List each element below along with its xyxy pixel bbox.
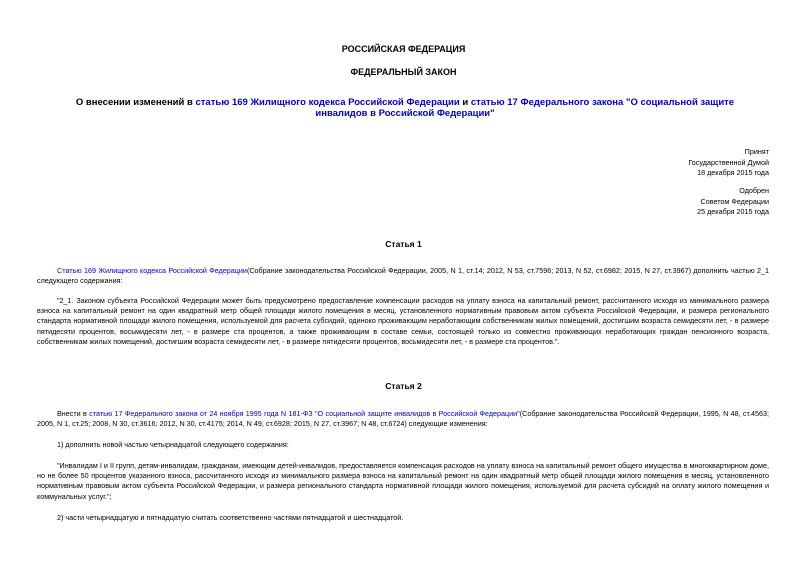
law-title bbox=[55, 97, 755, 119]
title-link-housing-code[interactable]: статью 169 Жилищного кодекса Российской Федерации bbox=[195, 97, 460, 108]
title-link-disabled-protection-law[interactable]: статью 17 Федерального закона "О социальной защите инвалидов в Российской Федерации" bbox=[315, 97, 735, 119]
title-middle: и bbox=[459, 97, 471, 108]
approved-block bbox=[697, 186, 769, 218]
article-2-item-1: 1) дополнить новой частью четырнадцатой следующего содержания: bbox=[57, 440, 289, 449]
article-2-heading: Статья 2 bbox=[385, 381, 422, 391]
article-2-item-2: 2) части четырнадцатую и пятнадцатую считать соответственно частями пятнадцатой и шестнадцатой. bbox=[57, 513, 404, 522]
article-2-link-disabled-protection-law[interactable]: статью 17 Федерального закона от 24 ноября 1995 года N 181-ФЗ "О социальной защите инвалидов в Российской Федерации" bbox=[89, 409, 520, 418]
federation-heading: РОССИЙСКАЯ ФЕДЕРАЦИЯ bbox=[341, 44, 466, 54]
article-2-quote: "Инвалидам I и II групп, детям-инвалидам, гражданам, имеющим детей-инвалидов, предоставляется компенсация расходов на уплату взноса на капитальный ремонт общего имущества в многоквартирном доме, но не более 50 процентов указанного взноса, рассчитанного исходя из минимального размера взноса на капитальный ремонт на один квадратный метр общей площади жилого помещения в месяц, установленного нормативным правовым актом субъекта Российской Федерации, и размера регионального стандарта нормативной площади жилого помещения, используемой для расчета субсидий на оплату жилого помещения и коммунальных услуг."; bbox=[37, 461, 769, 501]
adopted-body: Государственной Думой bbox=[688, 157, 769, 167]
article-2-intro-prefix: Внести в bbox=[57, 409, 90, 418]
approved-date: 25 декабря 2015 года bbox=[697, 207, 769, 216]
article-1-intro bbox=[37, 266, 769, 286]
approved-body: Советом Федерации bbox=[700, 196, 769, 206]
adopted-date: 18 декабря 2015 года bbox=[697, 168, 769, 177]
article-2-intro bbox=[37, 409, 769, 429]
article-1-link-housing-code[interactable]: Статью 169 Жилищного кодекса Российской Федерации bbox=[57, 266, 247, 275]
article-1-intro-text: (Собрание законодательства Российской Федерации, 2005, N 1, ст.14; 2012, N 53, ст.7596; 2013, N 52, ст.6982; 2015, N 27, ст.3967) дополнить частью 2_1 следующего содержания: bbox=[37, 266, 770, 286]
article-1-heading: Статья 1 bbox=[385, 239, 422, 249]
law-type-heading: ФЕДЕРАЛЬНЫЙ ЗАКОН bbox=[350, 67, 457, 77]
title-prefix: О внесении изменений в bbox=[75, 97, 196, 108]
article-1-quote: "2_1. Законом субъекта Российской Федерации может быть предусмотрено предоставление компенсации расходов на уплату взноса на капитальный ремонт, рассчитанного исходя из минимального размера взноса на капитальный ремонт на один квадратный метр общей площади жилого помещения в месяц, установленного нормативным правовым актом субъекта Российской Федерации, и размера регионального стандарта нормативной площади жилого помещения, используемой для расчета субсидий, одиноко проживающим неработающим собственникам жилых помещений, достигшим возраста семидесяти лет, - в размере пятидесяти процентов, восьмидесяти лет, - в размере ста процентов, а также проживающим в составе семьи, состоящей только из совместно проживающих неработающих граждан пенсионного возраста, собственникам жилых помещений, достигшим возраста семидесяти лет, - в размере пятидесяти процентов, восьмидесяти лет, - в размере ста процентов.". bbox=[37, 296, 769, 346]
adopted-label: Принят bbox=[744, 147, 769, 156]
adopted-block bbox=[688, 147, 769, 179]
article-2-intro-text: (Собрание законодательства Российской Федерации, 1995, N 48, ст.4563; 2005, N 1, ст.25; 2008, N 30, ст.3616; 2012, N 30, ст.4175; 2014, N 49, ст.6928; 2015, N 27, ст.3967; N 48, ст.6724) следующие изменения: bbox=[37, 409, 770, 429]
approved-label: Одобрен bbox=[739, 186, 769, 195]
